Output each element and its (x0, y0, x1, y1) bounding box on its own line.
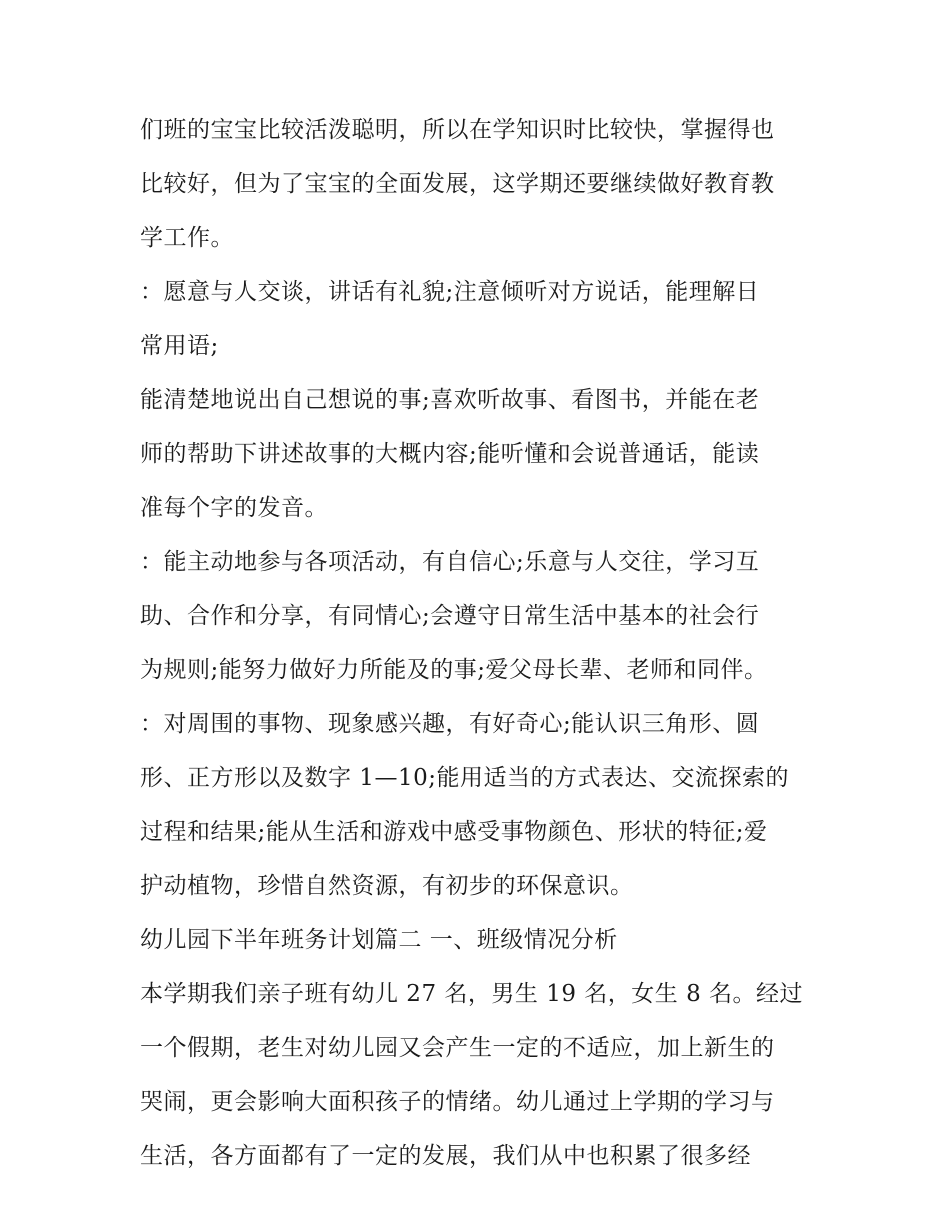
text-line: ：愿意与人交谈，讲话有礼貌;注意倾听对方说话，能理解日 (140, 279, 760, 305)
text-line: 助、合作和分享，有同情心;会遵守日常生活中基本的社会行 (140, 603, 760, 629)
text-line: 本学期我们亲子班有幼儿 27 名，男生 19 名，女生 8 名。经过 (140, 981, 804, 1007)
text-line: 为规则;能努力做好力所能及的事;爱父母长辈、老师和同伴。 (140, 657, 768, 683)
text-line: ：能主动地参与各项活动，有自信心;乐意与人交往，学习互 (140, 549, 760, 575)
paragraph-class-summary (140, 103, 820, 265)
text-line: 学工作。 (140, 225, 234, 251)
text-line: 比较好，但为了宝宝的全面发展，这学期还要继续做好教育教 (140, 171, 775, 197)
text-line: 哭闹，更会影响大面积孩子的情绪。幼儿通过上学期的学习与 (140, 1089, 775, 1115)
text-line: 形、正方形以及数字 1—10;能用适当的方式表达、交流探索的 (140, 765, 789, 791)
text-line: 护动植物，珍惜自然资源，有初步的环保意识。 (140, 873, 634, 899)
paragraph-language-goal (140, 265, 820, 373)
text-line: 一个假期，老生对幼儿园又会产生一定的不适应，加上新生的 (140, 1035, 775, 1061)
paragraph-expression-goal (140, 373, 820, 535)
document-body (140, 103, 820, 1183)
text-line: 准每个字的发音。 (140, 495, 328, 521)
paragraph-social-goal (140, 535, 820, 697)
text-line: 幼儿园下半年班务计划篇二 一、班级情况分析 (140, 927, 618, 953)
text-line: 们班的宝宝比较活泼聪明，所以在学知识时比较快，掌握得也 (140, 117, 775, 143)
paragraph-class-analysis (140, 967, 820, 1183)
text-line: 能清楚地说出自己想说的事;喜欢听故事、看图书，并能在老 (140, 387, 760, 413)
text-line: 师的帮助下讲述故事的大概内容;能听懂和会说普通话，能读 (140, 441, 760, 467)
text-line: 生活，各方面都有了一定的发展，我们从中也积累了很多经 (140, 1143, 751, 1169)
section-heading (140, 913, 820, 967)
text-line: 过程和结果;能从生活和游戏中感受事物颜色、形状的特征;爱 (140, 819, 768, 845)
paragraph-science-goal (140, 697, 820, 913)
text-line: 常用语; (140, 333, 219, 359)
text-line: ：对周围的事物、现象感兴趣，有好奇心;能认识三角形、圆 (140, 711, 760, 737)
